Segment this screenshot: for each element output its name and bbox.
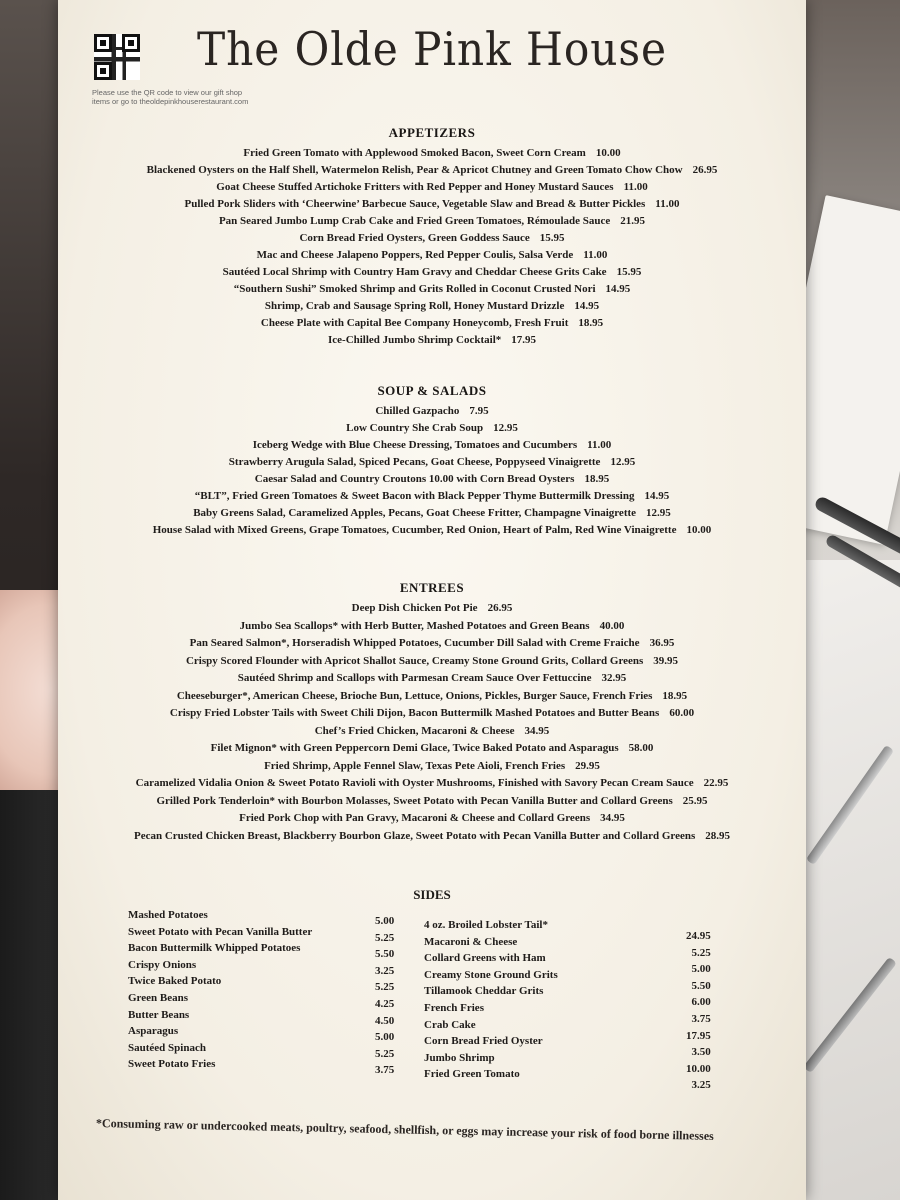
menu-item-price: 15.95 — [616, 266, 642, 278]
menu-item — [58, 196, 806, 213]
menu-item-price: 26.95 — [692, 164, 718, 176]
menu-list — [58, 403, 806, 539]
sides-list — [424, 917, 558, 1083]
side-item-price: 3.75 — [691, 1012, 711, 1025]
menu-item-name: Corn Bread Fried Oysters, Green Goddess Sauce — [299, 232, 530, 244]
menu-item-price: 10.00 — [595, 147, 621, 159]
side-item-price: 3.25 — [691, 1079, 711, 1092]
menu-item — [58, 145, 806, 162]
side-item-price: 24.95 — [686, 930, 711, 942]
menu-item — [58, 264, 806, 281]
menu-item-price: 36.95 — [649, 637, 675, 649]
menu-item-name: Deep Dish Chicken Pot Pie — [351, 602, 478, 614]
menu-item-name: “Southern Sushi” Smoked Shrimp and Grits Rolled in Coconut Crusted Nori — [233, 283, 596, 295]
side-item-price: 4.50 — [375, 1014, 395, 1027]
menu-list — [58, 145, 806, 349]
side-item-price: 5.50 — [375, 948, 395, 961]
menu-item — [58, 454, 806, 471]
side-item-name: Butter Beans — [128, 1008, 190, 1021]
section-heading: SOUP & SALADS — [377, 383, 487, 398]
side-item-price: 3.75 — [375, 1064, 395, 1077]
menu-item-price: 14.95 — [574, 300, 600, 312]
menu-item — [58, 828, 806, 846]
menu-item — [58, 635, 806, 653]
entrees-section — [58, 580, 806, 845]
menu-item — [58, 162, 806, 179]
menu-item — [58, 298, 806, 315]
menu-item-name: Cheeseburger*, American Cheese, Brioche Bun, Lettuce, Onions, Pickles, Burger Sauce, French Fries — [176, 689, 653, 702]
menu-item-price: 12.95 — [493, 422, 518, 434]
menu-item-price: 7.95 — [469, 405, 489, 417]
menu-item-name: Pan Seared Salmon*, Horseradish Whipped Potatoes, Cucumber Dill Salad with Creme Fraiche — [189, 637, 640, 649]
menu-item-price: 11.00 — [623, 181, 648, 193]
menu-item — [58, 653, 806, 671]
menu-item — [58, 281, 806, 298]
menu-item-name: Cheese Plate with Capital Bee Company Honeycomb, Fresh Fruit — [260, 317, 569, 329]
menu-item — [58, 247, 806, 264]
side-item-price: 6.00 — [691, 996, 711, 1009]
menu-item-price: 11.00 — [655, 198, 680, 210]
menu-item — [58, 420, 806, 437]
menu-item-name: Low Country She Crab Soup — [346, 422, 484, 434]
menu-item-price: 40.00 — [599, 619, 625, 632]
menu-item — [58, 522, 806, 539]
side-item-name: French Fries — [424, 1001, 484, 1014]
menu-item-name: Fried Green Tomato with Applewood Smoked Bacon, Sweet Corn Cream — [243, 147, 586, 159]
side-item-name: Fried Green Tomato — [424, 1068, 520, 1081]
appetizers-section — [58, 125, 806, 349]
menu-item — [58, 670, 806, 688]
side-item-name: Jumbo Shrimp — [424, 1051, 495, 1064]
side-item-name: Green Beans — [128, 991, 188, 1004]
menu-item — [58, 705, 806, 723]
menu-item-price: 18.95 — [662, 689, 688, 702]
menu-item — [58, 688, 806, 706]
menu-item-name: Strawberry Arugula Salad, Spiced Pecans, Goat Cheese, Poppyseed Vinaigrette — [228, 456, 601, 468]
menu-item-price: 34.95 — [524, 724, 550, 737]
menu-item-name: Fried Shrimp, Apple Fennel Slaw, Texas Pete Aioli, French Fries — [264, 759, 566, 772]
menu-item-price: 15.95 — [539, 232, 565, 244]
section-heading: SIDES — [413, 887, 451, 902]
menu-item-price: 28.95 — [705, 829, 731, 842]
side-item-name: Crab Cake — [424, 1018, 476, 1031]
menu-item-price: 60.00 — [669, 707, 695, 719]
menu-item-price: 22.95 — [703, 777, 729, 789]
menu-item-price: 39.95 — [653, 654, 679, 667]
menu-item-name: Pulled Pork Sliders with ‘Cheerwine’ Barbecue Sauce, Vegetable Slaw and Bread & Butter Pickles — [184, 198, 646, 210]
footnote: *Consuming raw or undercooked meats, poultry, seafood, shellfish, or eggs may increase your risk of food borne illnesses — [95, 1116, 714, 1143]
menu-item — [58, 618, 806, 636]
menu-item-price: 10.00 — [686, 524, 712, 536]
menu-item-name: House Salad with Mixed Greens, Grape Tomatoes, Cucumber, Red Onion, Heart of Palm, Red Wine Vinaigrette — [152, 524, 677, 536]
menu-item-name: Fried Pork Chop with Pan Gravy, Macaroni & Cheese and Collard Greens — [239, 812, 591, 824]
menu-item-name: Goat Cheese Stuffed Artichoke Fritters with Red Pepper and Honey Mustard Sauces — [216, 181, 614, 193]
menu-item-price: 12.95 — [646, 507, 671, 519]
menu-item-name: Blackened Oysters on the Half Shell, Watermelon Relish, Pear & Apricot Chutney and Green Tomato Chow Chow — [146, 164, 683, 176]
side-item-price: 3.50 — [691, 1046, 711, 1059]
side-item-price: 5.00 — [691, 963, 711, 976]
menu-sheet — [58, 0, 806, 1200]
menu-item — [58, 723, 806, 741]
menu-item-name: Caramelized Vidalia Onion & Sweet Potato Ravioli with Oyster Mushrooms, Finished with Savory Pecan Cream Sauce — [135, 777, 694, 789]
side-item-name: Corn Bread Fried Oyster — [424, 1035, 543, 1048]
menu-item-price: 29.95 — [575, 759, 600, 772]
section-heading: APPETIZERS — [388, 125, 476, 140]
menu-item-name: Sautéed Local Shrimp with Country Ham Gravy and Cheddar Cheese Grits Cake — [222, 266, 607, 278]
menu-item-price: 32.95 — [601, 672, 627, 684]
side-item-name: Creamy Stone Ground Grits — [424, 968, 558, 981]
menu-item-price: 34.95 — [600, 812, 625, 824]
menu-item — [58, 403, 806, 420]
side-item-name: Tillamook Cheddar Grits — [424, 985, 544, 998]
side-item-name: Twice Baked Potato — [128, 975, 222, 988]
menu-item-name: Ice-Chilled Jumbo Shrimp Cocktail* — [327, 334, 502, 346]
menu-item-name: Iceberg Wedge with Blue Cheese Dressing, Tomatoes and Cucumbers — [252, 439, 578, 451]
soups-section — [58, 383, 806, 539]
menu-item — [58, 488, 806, 505]
menu-item-name: Crispy Fried Lobster Tails with Sweet Chili Dijon, Bacon Buttermilk Mashed Potatoes and Butter Beans — [169, 707, 660, 719]
side-item-price: 5.25 — [375, 931, 395, 944]
menu-item — [58, 505, 806, 522]
menu-item — [58, 315, 806, 332]
side-item-name: Sweet Potato with Pecan Vanilla Butter — [128, 925, 313, 938]
menu-item-price: 21.95 — [620, 215, 646, 227]
menu-item-name: Pecan Crusted Chicken Breast, Blackberry Bourbon Glaze, Sweet Potato with Pecan Vanilla Butter and Collard Greens — [133, 829, 696, 842]
menu-item-name: Caesar Salad and Country Croutons 10.00 with Corn Bread Oysters — [254, 473, 575, 485]
menu-item-name: Grilled Pork Tenderloin* with Bourbon Molasses, Sweet Potato with Pecan Vanilla Butter and Collard Greens — [156, 794, 673, 807]
menu-item-name: Crispy Scored Flounder with Apricot Shallot Sauce, Creamy Stone Ground Grits, Collard Greens — [185, 654, 644, 667]
side-item-price: 5.25 — [375, 1047, 395, 1060]
menu-item-name: “BLT”, Fried Green Tomatoes & Sweet Bacon with Black Pepper Thyme Buttermilk Dressing — [194, 490, 635, 502]
side-item-price: 5.00 — [375, 915, 395, 927]
menu-item — [58, 179, 806, 196]
menu-item — [58, 775, 806, 793]
menu-item-name: Mac and Cheese Jalapeno Poppers, Red Pepper Coulis, Salsa Verde — [256, 249, 574, 261]
side-item-name: Macaroni & Cheese — [424, 935, 518, 948]
menu-list — [58, 600, 806, 845]
menu-item-price: 14.95 — [644, 490, 670, 502]
menu-item — [58, 793, 806, 811]
menu-item — [58, 740, 806, 758]
sides-price-list — [375, 913, 394, 1079]
sides-price-list — [686, 928, 711, 1094]
menu-item — [58, 471, 806, 488]
side-item-price: 3.25 — [375, 964, 395, 977]
menu-item-name: Pan Seared Jumbo Lump Crab Cake and Fried Green Tomatoes, Rémoulade Sauce — [218, 215, 611, 227]
menu-item-name: Chilled Gazpacho — [375, 405, 460, 417]
menu-item-name: Filet Mignon* with Green Peppercorn Demi Glace, Twice Baked Potato and Asparagus — [210, 742, 619, 754]
menu-item-name: Shrimp, Crab and Sausage Spring Roll, Honey Mustard Drizzle — [264, 300, 565, 312]
side-item-price: 5.25 — [375, 981, 395, 994]
menu-item-price: 11.00 — [587, 439, 612, 451]
qr-note: Please use the QR code to view our gift shop items or go to theoldepinkhouserestaurant.com — [92, 88, 249, 106]
menu-item — [58, 230, 806, 247]
side-item-name: Mashed Potatoes — [128, 909, 208, 921]
restaurant-title: The Olde Pink House — [196, 22, 668, 76]
menu-item — [58, 437, 806, 454]
section-heading: ENTREES — [399, 580, 465, 595]
menu-item — [58, 600, 806, 618]
menu-item-price: 25.95 — [682, 794, 708, 807]
menu-item — [58, 810, 806, 828]
menu-item-name: Baby Greens Salad, Caramelized Apples, Pecans, Goat Cheese Fritter, Champagne Vinaigrette — [193, 507, 637, 519]
side-item-price: 5.00 — [375, 1031, 395, 1044]
sides-list — [128, 907, 312, 1073]
side-item-name: Asparagus — [128, 1025, 179, 1038]
side-item-name: Crispy Onions — [128, 958, 197, 971]
menu-item-price: 58.00 — [628, 742, 654, 754]
menu-item-price: 18.95 — [584, 473, 610, 485]
menu-item — [58, 213, 806, 230]
side-item-price: 4.25 — [375, 997, 395, 1010]
menu-item-price: 18.95 — [578, 317, 604, 329]
menu-item-price: 14.95 — [605, 283, 631, 295]
menu-item-price: 26.95 — [487, 602, 513, 614]
menu-item-name: Chef’s Fried Chicken, Macaroni & Cheese — [314, 724, 515, 737]
side-item-name: Sweet Potato Fries — [128, 1058, 216, 1071]
menu-item-price: 17.95 — [511, 334, 536, 346]
side-item-name: 4 oz. Broiled Lobster Tail* — [424, 919, 548, 931]
menu-item-price: 11.00 — [583, 249, 608, 261]
menu-item-name: Sautéed Shrimp and Scallops with Parmesan Cream Sauce Over Fettuccine — [237, 672, 592, 684]
side-item-name: Sautéed Spinach — [128, 1041, 206, 1054]
side-item-price: 17.95 — [686, 1029, 711, 1042]
side-item-name: Bacon Buttermilk Whipped Potatoes — [128, 942, 301, 955]
menu-item-name: Jumbo Sea Scallops* with Herb Butter, Mashed Potatoes and Green Beans — [239, 619, 590, 632]
menu-item-price: 12.95 — [610, 456, 636, 468]
side-item-price: 10.00 — [686, 1062, 711, 1075]
side-item-price: 5.25 — [691, 946, 711, 959]
side-item-name: Collard Greens with Ham — [424, 952, 546, 965]
side-item-price: 5.50 — [691, 979, 711, 992]
menu-item — [58, 758, 806, 776]
menu-item — [58, 332, 806, 349]
